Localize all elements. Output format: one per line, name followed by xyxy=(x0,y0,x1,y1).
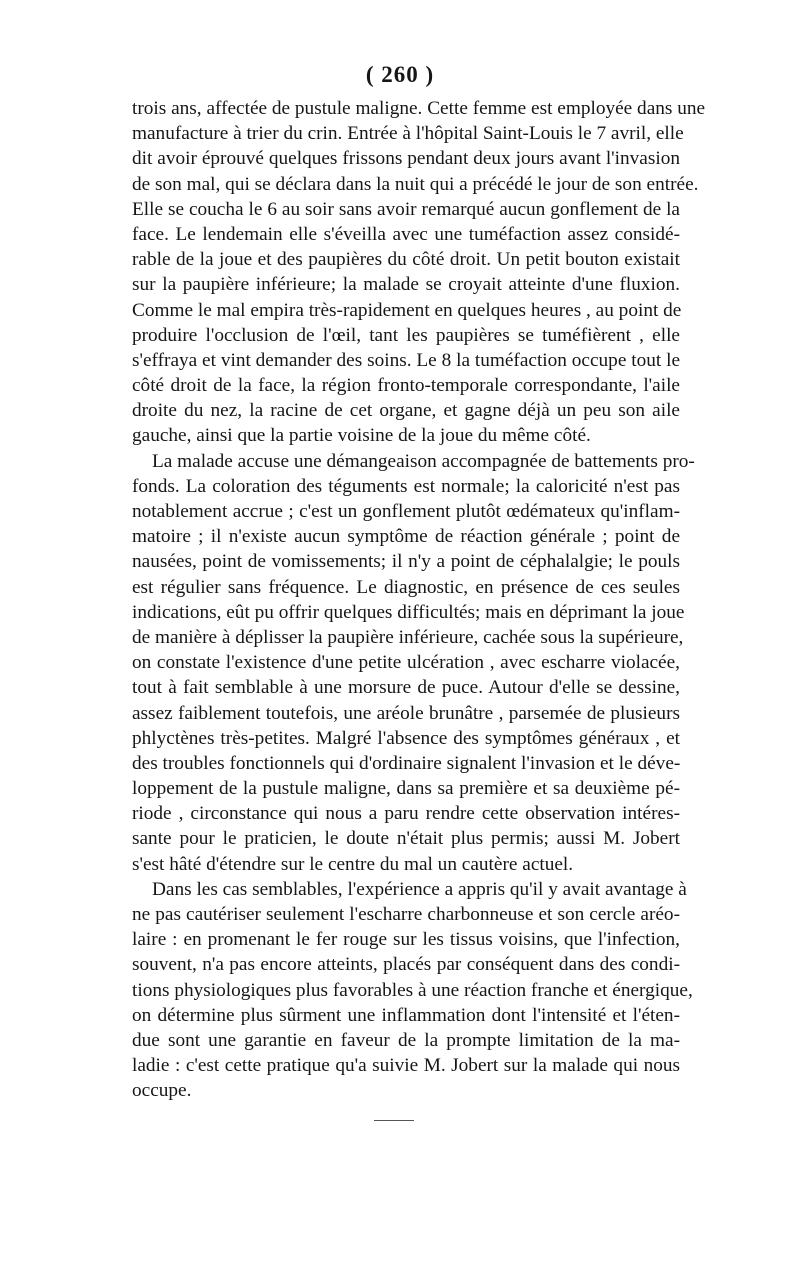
text-line: trois ans, affectée de pustule maligne. Cette femme est employée dans une xyxy=(132,98,706,119)
text-line: nausées, point de vomissements; il n'y a point de céphalalgie; le pouls xyxy=(132,551,680,573)
text-line: indications, eût pu offrir quelques difficultés; mais en déprimant la joue xyxy=(132,601,685,623)
text-line: due sont une garantie en faveur de la prompte limitation de la ma- xyxy=(132,1029,680,1051)
text-line: occupe. xyxy=(132,1080,192,1102)
text-line: de son mal, qui se déclara dans la nuit qui a précédé le jour de son entrée. xyxy=(132,173,699,195)
text-line: phlyctènes très-petites. Malgré l'absence des symptômes généraux , et xyxy=(132,727,680,749)
text-line: Dans les cas semblables, l'expérience a appris qu'il y avait avantage à xyxy=(152,878,687,900)
text-line: ne pas cautériser seulement l'escharre charbonneuse et son cercle aréo- xyxy=(132,904,680,925)
text-line: Elle se coucha le 6 au soir sans avoir remarqué aucun gonflement de la xyxy=(132,198,680,220)
text-line: s'effraya et vint demander des soins. Le 8 la tuméfaction occupe tout le xyxy=(132,349,680,371)
text-line: assez faiblement toutefois, une aréole brunâtre , parsemée de plusieurs xyxy=(132,702,680,724)
text-line: fonds. La coloration des téguments est normale; la caloricité n'est pas xyxy=(132,475,680,497)
body-text xyxy=(132,96,706,1104)
text-line: côté droit de la face, la région fronto-temporale correspondante, l'aile xyxy=(132,375,680,397)
text-line: rable de la joue et des paupières du côté droit. Un petit bouton existait xyxy=(132,249,680,271)
text-line: produire l'occlusion de l'œil, tant les paupières se tuméfièrent , elle xyxy=(132,324,680,346)
text-line: laire : en promenant le fer rouge sur les tissus voisins, que l'infection, xyxy=(132,929,680,951)
text-line: face. Le lendemain elle s'éveilla avec une tuméfaction assez considé- xyxy=(132,223,680,245)
text-line: matoire ; il n'existe aucun symptôme de réaction générale ; point de xyxy=(132,526,680,548)
text-line: on détermine plus sûrment une inflammation dont l'intensité et l'éten- xyxy=(132,1004,680,1026)
text-line: Comme le mal empira très-rapidement en quelques heures , au point de xyxy=(132,299,682,321)
text-line: dit avoir éprouvé quelques frissons pendant deux jours avant l'invasion xyxy=(132,148,680,170)
text-line: on constate l'existence d'une petite ulcération , avec escharre violacée, xyxy=(132,652,680,674)
text-line: est régulier sans fréquence. Le diagnostic, en présence de ces seules xyxy=(132,576,680,598)
text-line: souvent, n'a pas encore atteints, placés par conséquent dans des condi- xyxy=(132,954,680,976)
text-line: tout à fait semblable à une morsure de puce. Autour d'elle se dessine, xyxy=(132,677,680,699)
text-line: des troubles fonctionnels qui d'ordinaire signalent l'invasion et le déve- xyxy=(132,752,681,774)
text-line: gauche, ainsi que la partie voisine de la joue du même côté. xyxy=(132,425,591,447)
end-rule xyxy=(374,1120,414,1121)
text-line: riode , circonstance qui nous a paru rendre cette observation intéres- xyxy=(132,803,680,825)
text-line: manufacture à trier du crin. Entrée à l'hôpital Saint-Louis le 7 avril, elle xyxy=(132,123,684,145)
text-line: notablement accrue ; c'est un gonflement plutôt œdémateux qu'inflam- xyxy=(132,501,680,522)
text-line: sur la paupière inférieure; la malade se croyait atteinte d'une fluxion. xyxy=(132,274,680,296)
text-line: La malade accuse une démangeaison accompagnée de battements pro- xyxy=(152,450,695,472)
text-line: tions physiologiques plus favorables à une réaction franche et énergique, xyxy=(132,979,693,1001)
page-number: ( 260 ) xyxy=(365,62,435,87)
text-line: ladie : c'est cette pratique qu'a suivie M. Jobert sur la malade qui nous xyxy=(132,1055,680,1077)
text-line: loppement de la pustule maligne, dans sa première et sa deuxième pé- xyxy=(132,778,680,800)
text-line: droite du nez, la racine de cet organe, et gagne déjà un peu son aile xyxy=(132,400,680,422)
text-line: de manière à déplisser la paupière inférieure, cachée sous la supérieure, xyxy=(132,626,684,648)
text-line: s'est hâté d'étendre sur le centre du mal un cautère actuel. xyxy=(132,853,574,875)
text-line: sante pour le praticien, le doute n'était plus permis; aussi M. Jobert xyxy=(132,828,680,850)
